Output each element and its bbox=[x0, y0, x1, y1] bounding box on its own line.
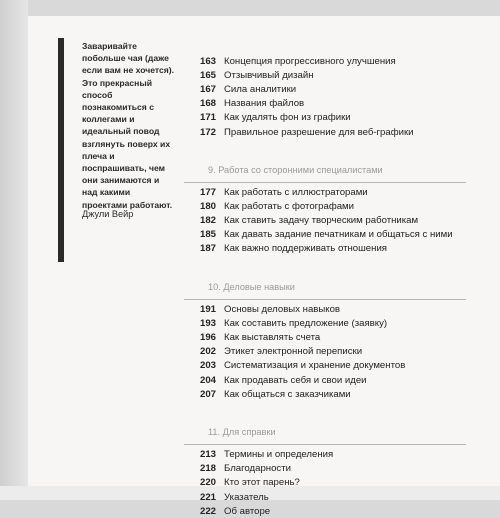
toc-entry bbox=[184, 373, 484, 387]
toc-entry bbox=[184, 302, 484, 316]
toc-page-number: 193 bbox=[199, 317, 216, 329]
toc-entry bbox=[184, 185, 484, 199]
toc-entry bbox=[184, 242, 484, 256]
toc-page-number: 207 bbox=[199, 388, 216, 400]
toc-entry bbox=[184, 228, 484, 242]
toc-entry bbox=[184, 476, 484, 490]
toc-page-number: 185 bbox=[199, 229, 216, 241]
toc-title: Как удалять фон из графики bbox=[224, 112, 351, 124]
toc-title: Как составить предложение (заявку) bbox=[224, 317, 388, 329]
toc-title: Этикет электронной переписки bbox=[224, 346, 363, 358]
toc-title: Названия файлов bbox=[224, 98, 305, 110]
toc-title: Об авторе bbox=[224, 505, 271, 517]
toc-entry bbox=[184, 359, 484, 373]
toc-page-number: 191 bbox=[199, 303, 216, 315]
toc-title: Как давать задание печатникам и общаться с ними bbox=[224, 229, 453, 241]
toc-title: Систематизация и хранение документов bbox=[224, 360, 406, 372]
toc-page-number: 196 bbox=[199, 332, 216, 344]
toc-entry bbox=[184, 345, 484, 359]
toc-title: Отзывчивый дизайн bbox=[224, 69, 314, 81]
toc-entry bbox=[184, 125, 484, 139]
toc-page-number: 167 bbox=[199, 83, 216, 95]
toc-section-9 bbox=[184, 185, 484, 256]
toc-page-number: 203 bbox=[199, 360, 216, 372]
toc-title: Сила аналитики bbox=[224, 83, 297, 95]
toc-entry bbox=[184, 82, 484, 96]
toc-entry bbox=[184, 462, 484, 476]
toc-page-number: 165 bbox=[199, 69, 216, 81]
toc-page-number: 222 bbox=[199, 505, 216, 517]
toc-title: Как общаться с заказчиками bbox=[224, 388, 351, 400]
toc-title: Как продавать себя и свои идеи bbox=[224, 374, 367, 386]
toc-entry bbox=[184, 504, 484, 518]
toc-title: Благодарности bbox=[224, 463, 291, 475]
section-heading-10: 10. Деловые навыки bbox=[184, 282, 484, 296]
toc-entry bbox=[184, 111, 484, 125]
toc-page-number: 204 bbox=[199, 374, 216, 386]
quote-author: Джули Вейр bbox=[82, 209, 134, 219]
section-heading-9: 9. Работа со сторонними специалистами bbox=[184, 165, 484, 179]
toc-entry bbox=[184, 447, 484, 461]
toc-entry bbox=[184, 54, 484, 68]
toc-page-number: 187 bbox=[199, 243, 216, 255]
toc-page-number: 180 bbox=[199, 200, 216, 212]
toc-page-number: 202 bbox=[199, 346, 216, 358]
toc-entry bbox=[184, 490, 484, 504]
toc-page-number: 213 bbox=[199, 448, 216, 460]
toc-title: Как работать с иллюстраторами bbox=[224, 186, 368, 198]
toc-title: Как работать с фотографами bbox=[224, 200, 355, 212]
toc-title: Как важно поддерживать отношения bbox=[224, 243, 387, 255]
toc-page-number: 182 bbox=[199, 215, 216, 227]
toc-group-top bbox=[184, 54, 484, 139]
toc-title: Основы деловых навыков bbox=[224, 303, 341, 315]
toc-page-number: 171 bbox=[199, 112, 216, 124]
toc-entry bbox=[184, 387, 484, 401]
sidebar-quote: Заваривайте побольше чая (даже если вам не хочется). Это прекрасный способ познакомиться с коллегами и идеальный повод взглянуть поверх их плеча и поспрашивать, чем они занимаются и над какими проектами работают. bbox=[82, 41, 175, 210]
toc-page-number: 177 bbox=[199, 186, 216, 198]
toc-section-10 bbox=[184, 302, 484, 401]
toc-page-number: 163 bbox=[199, 55, 216, 67]
page-edge-shadow bbox=[0, 0, 28, 500]
toc-title: Как ставить задачу творческим работникам bbox=[224, 215, 419, 227]
toc-entry bbox=[184, 316, 484, 330]
section-heading-11: 11. Для справки bbox=[184, 427, 484, 441]
toc-entry bbox=[184, 214, 484, 228]
toc-entry bbox=[184, 97, 484, 111]
toc-title: Термины и определения bbox=[224, 448, 334, 460]
toc-page-number: 221 bbox=[199, 491, 216, 503]
toc-title: Как выставлять счета bbox=[224, 332, 321, 344]
toc-page-number: 168 bbox=[199, 98, 216, 110]
toc-page-number: 172 bbox=[199, 126, 216, 138]
toc-title: Правильное разрешение для веб-графики bbox=[224, 126, 414, 138]
toc-title: Указатель bbox=[224, 491, 269, 503]
toc-entry bbox=[184, 199, 484, 213]
toc-entry bbox=[184, 68, 484, 82]
toc-section-11 bbox=[184, 447, 484, 518]
table-of-contents bbox=[184, 54, 484, 518]
toc-page-number: 218 bbox=[199, 463, 216, 475]
toc-entry bbox=[184, 330, 484, 344]
quote-bar bbox=[58, 38, 64, 262]
toc-title: Концепция прогрессивного улучшения bbox=[224, 55, 396, 67]
toc-title: Кто этот парень? bbox=[224, 477, 300, 489]
toc-page-number: 220 bbox=[199, 477, 216, 489]
